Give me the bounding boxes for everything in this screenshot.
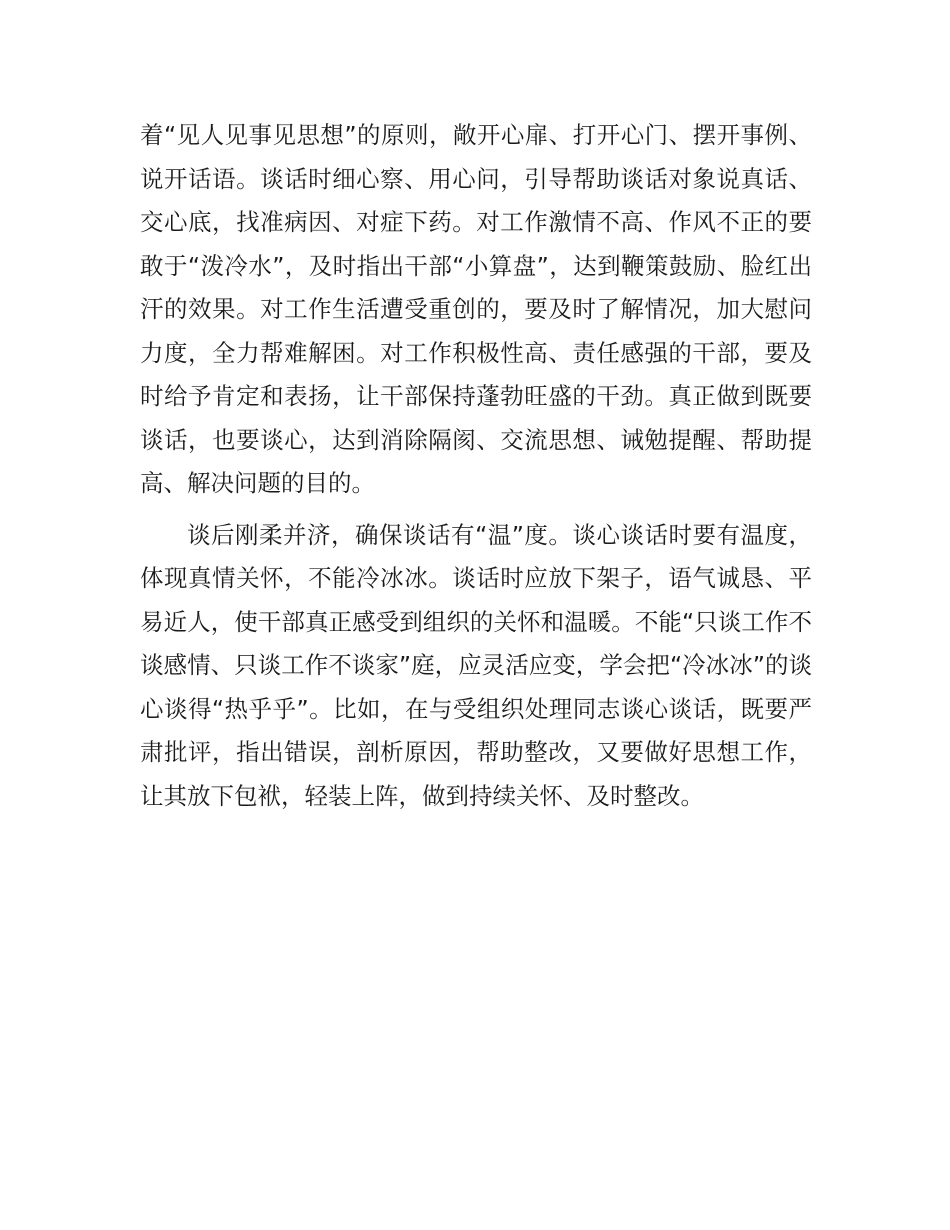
paragraph-warmth: 谈后刚柔并济，确保谈话有“温”度。谈心谈话时要有温度，体现真情关怀，不能冷冰冰。谈话时应放下架子，语气诚恳、平易近人，使干部真正感受到组织的关怀和温暖。不能“只谈工作不谈感情、只谈工作不谈家”庭，应灵活应变，学会把“冷冰冰”的谈心谈得“热乎乎”。比如，在与受组织处理同志谈心谈话，既要严肃批评，指出错误，剖析原因，帮助整改，又要做好思想工作，让其放下包袱，轻装上阵，做到持续关怀、及时整改。	[140, 520, 812, 810]
paragraph-continuation: 着“见人见事见思想”的原则，敞开心扉、打开心门、摆开事例、说开话语。谈话时细心察、用心问，引导帮助谈话对象说真话、交心底，找准病因、对症下药。对工作激情不高、作风不正的要敢于“泼冷水”，及时指出干部“小算盘”，达到鞭策鼓励、脸红出汗的效果。对工作生活遭受重创的，要及时了解情况，加大慰问力度，全力帮难解困。对工作积极性高、责任感强的干部，要及时给予肯定和表扬，让干部保持蓬勃旺盛的干劲。真正做到既要谈话，也要谈心，达到消除隔阂、交流思想、诫勉提醒、帮助提高、解决问题的目的。	[140, 121, 812, 497]
body-text	[140, 114, 812, 818]
